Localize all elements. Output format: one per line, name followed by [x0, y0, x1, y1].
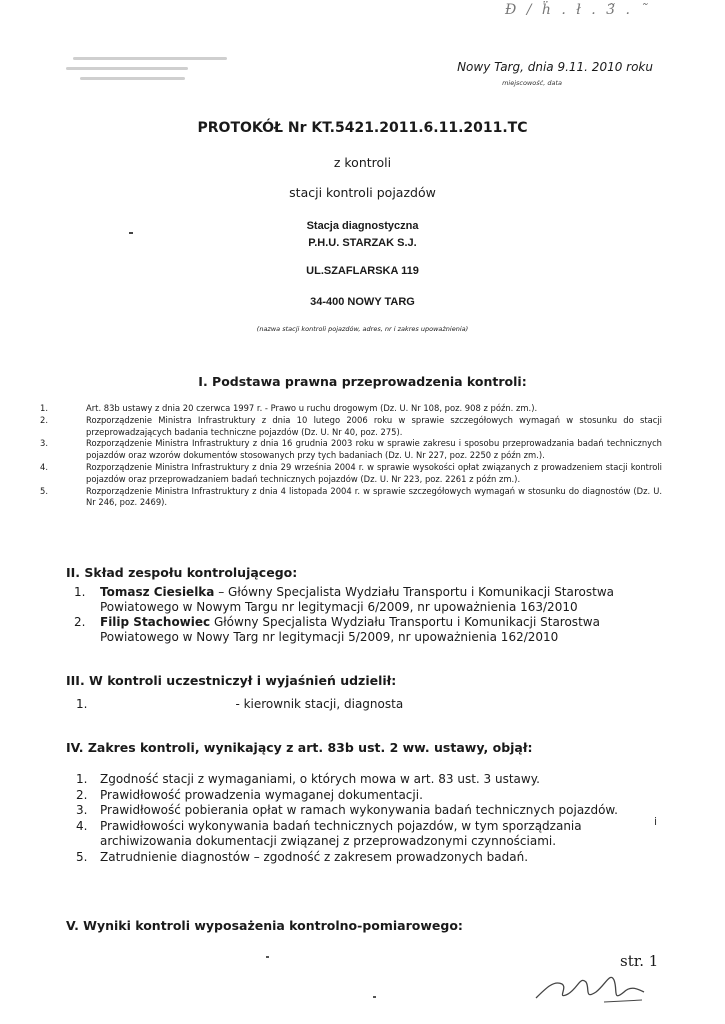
section-3-heading: III. W kontroli uczestniczył i wyjaśnień udzielił:	[66, 673, 397, 688]
list-item	[40, 462, 662, 486]
page-number: str. 1	[620, 952, 659, 970]
place-and-date: Nowy Targ, dnia 9.11. 2010 roku	[457, 60, 653, 74]
participant-role: - kierownik stacji, diagnosta	[235, 697, 404, 711]
item-text: Zatrudnienie diagnostów – zgodność z zakresem prowadzonych badań.	[100, 849, 529, 864]
protocol-subtitle-2: stacji kontroli pojazdów	[289, 185, 436, 200]
station-caption: (nazwa stacji kontroli pojazdów, adres, nr i zakres upoważnienia)	[256, 325, 469, 333]
item-text: Rozporządzenie Ministra Infrastruktury z dnia 10 lutego 2006 roku w sprawie szczegółowych wymagań w stosunku do stacji przeprowadzających badania techniczne pojazdów (Dz. U. Nr 40, poz. 275).	[86, 414, 662, 437]
member-details: – Główny Specjalista Wydziału Transportu i Komunikacji Starostwa Powiatowego w Nowym Targu nr legitymacji 6/2009, nr upoważnienia 163/2010	[100, 585, 614, 614]
member-name: Filip Stachowiec	[100, 615, 211, 629]
item-text: Zgodność stacji z wymaganiami, o których mowa w art. 83 ust. 3 ustawy.	[100, 772, 540, 786]
list-item	[76, 819, 656, 850]
list-item	[74, 585, 664, 615]
protocol-title: PROTOKÓŁ Nr KT.5421.2011.6.11.2011.TC	[197, 120, 528, 136]
handwritten-reference-note: Đ / ḧ . ł . 3̃ . ˜	[505, 2, 651, 18]
station-line-1: Stacja diagnostyczna	[306, 220, 419, 232]
list-item	[40, 415, 662, 439]
item-text: Rozporządzenie Ministra Infrastruktury z dnia 16 grudnia 2003 roku w sprawie zakresu i sposobu przeprowadzania badań technicznych pojazdów oraz wzorów dokumentów stosowanych przy tych badaniach (Dz. U. Nr 227, poz. 2250 z późn zm.).	[86, 438, 662, 461]
section-2-heading: II. Skład zespołu kontrolującego:	[66, 565, 298, 580]
item-number: 3.	[40, 438, 48, 449]
member-details: Główny Specjalista Wydziału Transportu i Komunikacji Starostwa Powiatowego w Nowy Targ nr legitymacji 5/2009, nr upoważnienia 162/2010	[100, 615, 600, 644]
list-item	[76, 772, 656, 788]
station-city: 34-400 NOWY TARG	[310, 296, 415, 308]
stray-mark	[266, 956, 269, 958]
item-number: 4.	[76, 818, 88, 833]
station-line-2: P.H.U. STARZAK S.J.	[308, 237, 417, 249]
list-item	[76, 850, 656, 866]
member-name: Tomasz Ciesielka	[100, 585, 215, 599]
section-4-heading: IV. Zakres kontroli, wynikający z art. 83b ust. 2 ww. ustawy, objął:	[66, 740, 533, 755]
item-number: 1.	[76, 772, 88, 786]
protocol-subtitle-1: z kontroli	[333, 155, 392, 170]
station-street: UL.SZAFLARSKA 119	[306, 265, 419, 277]
item-text: Rozporządzenie Ministra Infrastruktury z dnia 29 września 2004 r. w sprawie wysokości opłat związanych z prowadzeniem stacji kontroli pojazdów oraz przeprowadzaniem badań technicznych pojazdów (Dz. U. Nr 223, poz. 2261 z późn zm.).	[86, 461, 662, 484]
legal-basis-list	[40, 403, 662, 509]
margin-mark: i	[654, 815, 658, 828]
item-number: 1.	[76, 697, 88, 711]
item-text: Prawidłowość pobierania opłat w ramach wykonywania badań technicznych pojazdów.	[100, 803, 618, 817]
item-text: Art. 83b ustawy z dnia 20 czerwca 1997 r. - Prawo u ruchu drogowym (Dz. U. Nr 108, poz. 908 z późn. zm.).	[86, 403, 538, 413]
participant-row	[76, 697, 403, 711]
item-number: 5.	[40, 485, 48, 496]
item-number: 2.	[74, 615, 86, 629]
section-5-heading: V. Wyniki kontroli wyposażenia kontrolno-pomiarowego:	[66, 918, 463, 933]
item-text: Rozporządzenie Ministra Infrastruktury z dnia 4 listopada 2004 r. w sprawie szczegółowych wymagań w stosunku do diagnostów (Dz. U. Nr 246, poz. 2469).	[86, 485, 662, 508]
list-item	[40, 438, 662, 462]
scope-list	[76, 772, 656, 865]
section-1-heading: I. Podstawa prawna przeprowadzenia kontroli:	[198, 374, 527, 389]
item-number: 3.	[76, 803, 88, 817]
list-item	[76, 803, 656, 819]
item-number: 2.	[40, 414, 48, 425]
station-name-block	[0, 218, 725, 252]
item-text: Prawidłowość prowadzenia wymaganej dokumentacji.	[100, 787, 423, 802]
item-number: 4.	[40, 461, 48, 472]
list-item	[74, 615, 664, 645]
item-number: 1.	[74, 585, 86, 599]
item-number: 2.	[76, 787, 88, 802]
item-number: 5.	[76, 849, 88, 864]
place-date-caption: miejscowość, data	[502, 79, 562, 87]
item-number: 1.	[40, 403, 48, 413]
item-text: Prawidłowości wykonywania badań technicznych pojazdów, w tym sporządzania archiwizowania dokumentacji związanej z przeprowadzonymi czynnościami.	[100, 818, 582, 848]
list-item	[40, 486, 662, 510]
stray-mark	[373, 996, 376, 998]
list-item	[76, 788, 656, 804]
faded-stamp-image	[55, 50, 230, 100]
team-list	[74, 585, 664, 645]
list-item	[40, 403, 662, 415]
signature-image	[532, 962, 652, 1012]
